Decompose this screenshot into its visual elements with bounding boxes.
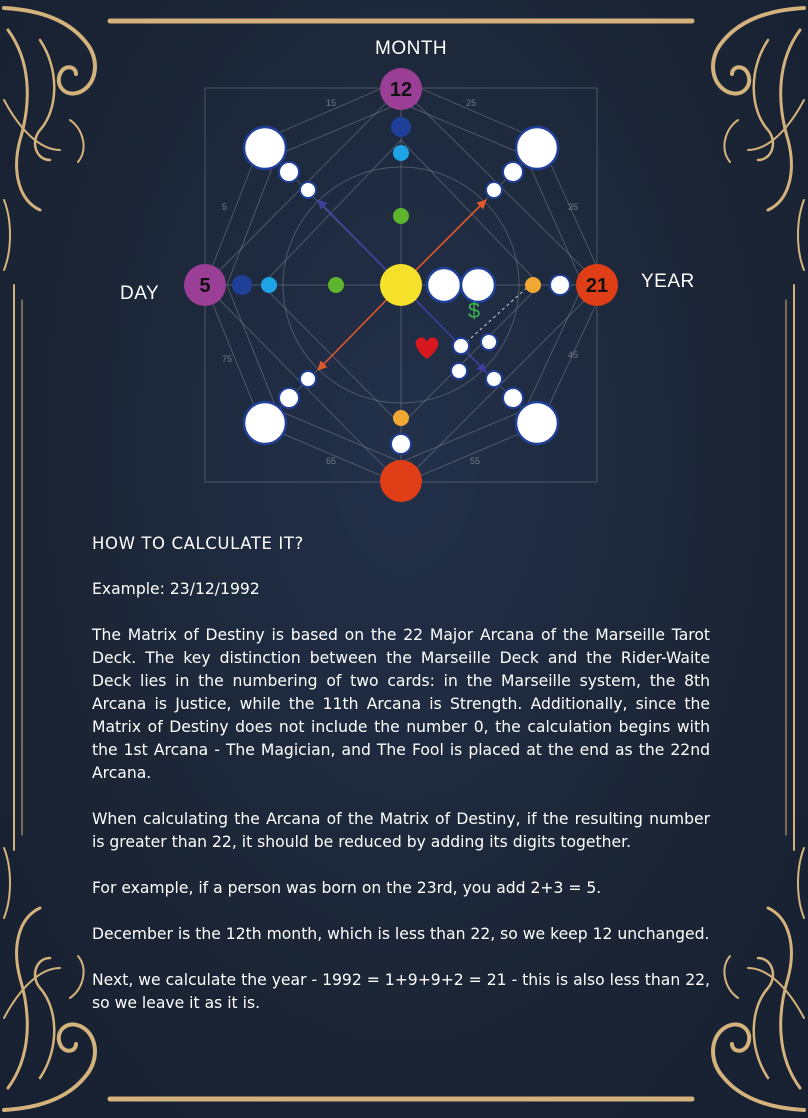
scale-label-75: 75 (222, 354, 233, 364)
month-value: 12 (389, 79, 413, 101)
paragraph-year-example: Next, we calculate the year - 1992 = 1+9+9+2 = 21 - this is also less than 22, so we leave it as it is. (92, 971, 710, 1012)
dot-blue-top (391, 117, 411, 137)
scale-label-45: 45 (568, 350, 579, 360)
dollar-icon: $ (467, 298, 481, 323)
paragraph-month-example: December is the 12th month, which is less than 22, so we keep 12 unchanged. (92, 925, 710, 943)
dot-orange-right (525, 277, 541, 293)
corner-circle-bottom-left (244, 402, 286, 444)
example-line: Example: 23/12/1992 (92, 580, 260, 598)
bottom-circle (380, 460, 422, 502)
dot-white-love-3 (451, 363, 467, 379)
paragraph-intro: The Matrix of Destiny is based on the 22 Major Arcana of the Marseille Tarot Deck. The key distinction between the Marseille Deck and the Rider-Waite Deck lies in the numbering of two cards: in the Marseille system, the 8th Arcana is Justice, while the 11th Arcana is Strength. Additionally, since the Matrix of Destiny does not include the number 0, the calculation begins with the 1st Arcana - The Magician, and The Fool is placed at the end as the 22nd Arcana. (92, 626, 710, 782)
corner-circle-bottom-right (516, 402, 558, 444)
dot-white-bl-1 (279, 388, 299, 408)
scale-label-65: 65 (326, 456, 337, 466)
dot-white-br-1 (503, 388, 523, 408)
dot-white-love-1 (453, 338, 469, 354)
dot-orange-bottom (393, 410, 409, 426)
dot-white-br-2 (486, 371, 502, 387)
dot-green-left (328, 277, 344, 293)
dot-white-tl-2 (300, 182, 316, 198)
dot-white-center-2 (461, 268, 495, 302)
heart-icon (416, 337, 439, 359)
scale-label-35: 35 (568, 202, 579, 212)
corner-circle-top-left (244, 127, 286, 169)
dot-green-top (393, 208, 409, 224)
day-value: 5 (199, 275, 211, 297)
dot-white-love-2 (481, 334, 497, 350)
dot-white-tl-1 (279, 162, 299, 182)
explanation-content (92, 532, 710, 1038)
destiny-matrix-diagram (0, 0, 808, 520)
year-label: YEAR (641, 271, 695, 292)
scale-label-15: 15 (326, 98, 337, 108)
dot-white-tr-1 (503, 162, 523, 182)
center-circle (380, 264, 422, 306)
month-label: MONTH (375, 38, 448, 59)
paragraph-reduction-rule: When calculating the Arcana of the Matrix of Destiny, if the resulting number is greater than 22, it should be reduced by adding its digits together. (92, 810, 710, 851)
year-value: 21 (585, 275, 609, 297)
scale-label-5: 5 (222, 202, 228, 212)
dot-white-tr-2 (486, 182, 502, 198)
scale-label-55: 55 (470, 456, 481, 466)
dot-blue-left (232, 275, 252, 295)
day-label: DAY (120, 283, 160, 304)
scale-label-25: 25 (466, 98, 477, 108)
dot-white-bottom (391, 434, 411, 454)
paragraph-day-example: For example, if a person was born on the 23rd, you add 2+3 = 5. (92, 879, 602, 897)
dot-cyan-left (261, 277, 277, 293)
dot-white-right (550, 275, 570, 295)
dot-cyan-top (393, 145, 409, 161)
section-heading: HOW TO CALCULATE IT? (92, 534, 304, 553)
corner-circle-top-right (516, 127, 558, 169)
dot-white-center-1 (427, 268, 461, 302)
dot-white-bl-2 (300, 371, 316, 387)
